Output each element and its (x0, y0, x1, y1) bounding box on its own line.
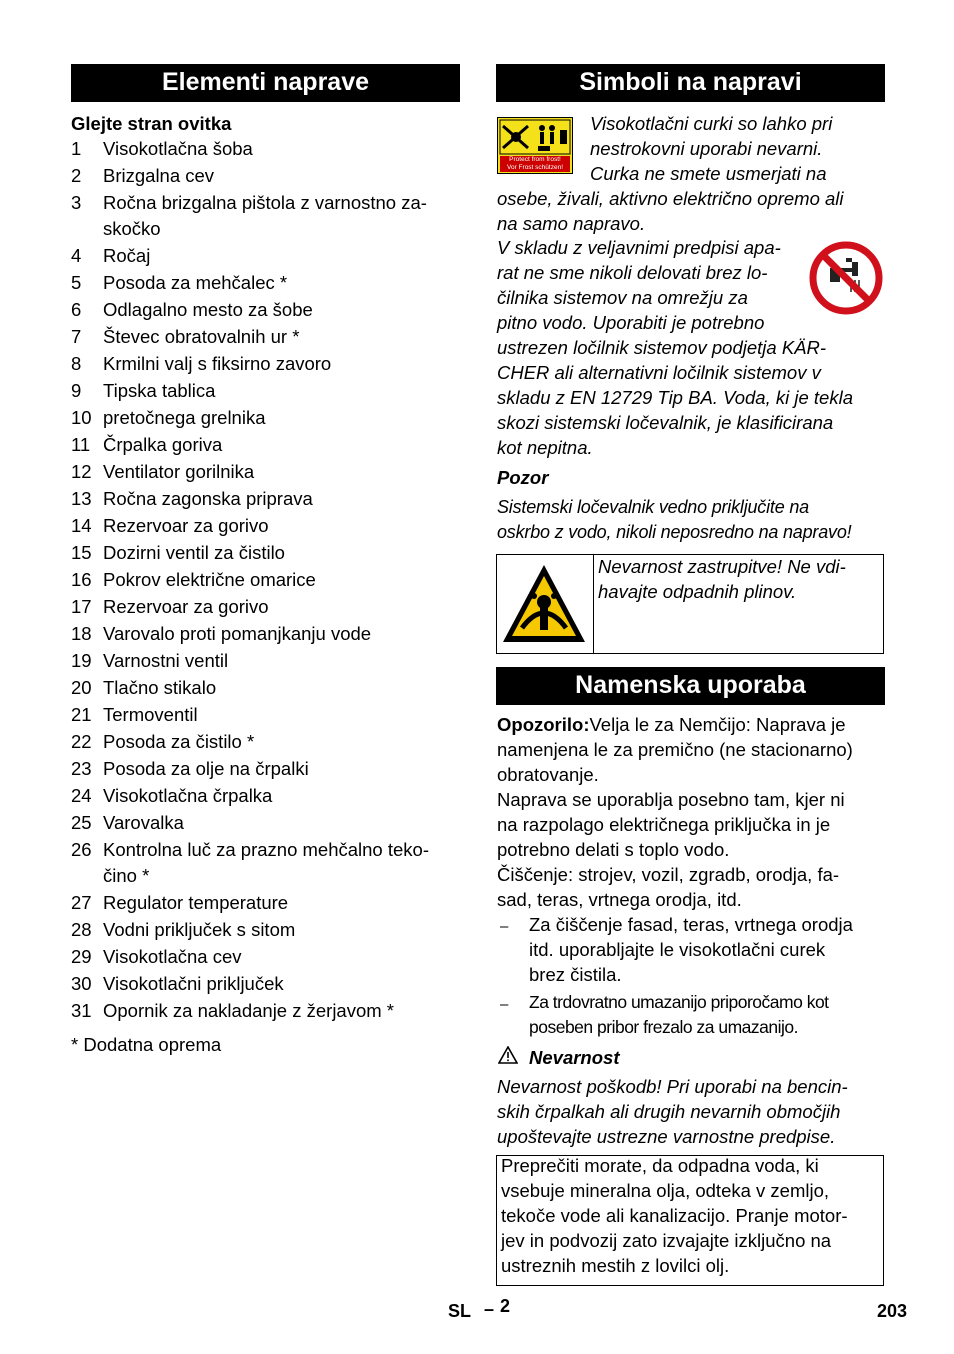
list-item-text: Varnostni ventil (103, 650, 229, 671)
list-item-number: 28 (71, 919, 92, 940)
list-item-text: Tlačno stikalo (103, 677, 217, 698)
bullet2-line: poseben pribor frezalo za umazanijo. (529, 1017, 798, 1037)
note-rest-line: obratovanje. (497, 764, 599, 785)
list-item-number: 26 (71, 839, 92, 860)
note-label: Opozorilo: (497, 714, 590, 735)
poison-text-line: havajte odpadnih plinov. (598, 581, 797, 602)
note-paragraph (497, 712, 846, 737)
note-line1: Velja le za Nemčijo: Naprava je (589, 714, 846, 735)
separator-text-line: V skladu z veljavnimi predpisi apa- (497, 237, 781, 258)
list-item-number: 4 (71, 245, 82, 266)
list-item-number: 17 (71, 596, 92, 617)
bullet-dash-1: – (500, 918, 509, 935)
use-text-line: na razpolago električnega priključka in je (497, 814, 831, 835)
list-item-number: 30 (71, 973, 92, 994)
separator-text-line: rat ne sme nikoli delovati brez lo- (497, 262, 768, 283)
footer-page-small: 2 (500, 1296, 511, 1316)
list-item-number: 31 (71, 1000, 92, 1021)
frost-label-line2: Vor Frost schützen! (507, 164, 563, 171)
box-text-line: Preprečiti morate, da odpadna voda, ki (501, 1155, 819, 1176)
list-item-number: 2 (71, 165, 82, 186)
list-item-text: Visokotlačna cev (103, 946, 242, 967)
list-item-number: 6 (71, 299, 82, 320)
jet-warning-line: na samo napravo. (497, 213, 646, 234)
list-item-text: Varovalo proti pomanjkanju vode (103, 623, 372, 644)
list-item-text: Ročna zagonska priprava (103, 488, 313, 509)
warning-triangle-icon (498, 1046, 518, 1064)
pozor-text-line: oskrbo z vodo, nikoli neposredno na napravo! (497, 522, 852, 542)
list-item-number: 19 (71, 650, 92, 671)
subheading: Glejte stran ovitka (71, 113, 232, 134)
use-text-line: Naprava se uporablja posebno tam, kjer ni (497, 789, 845, 810)
separator-text-line: pitno vodo. Uporabiti je potrebno (497, 312, 765, 333)
bullet-dash-2: – (500, 996, 509, 1013)
box-text-line: tekoče vode ali kanalizacijo. Pranje motor- (501, 1205, 848, 1226)
no-direct-water-connection-icon (808, 240, 884, 316)
note-rest-line: namenjena le za premično (ne stacionarno) (497, 739, 853, 760)
list-item-text: Varovalka (103, 812, 184, 833)
section-heading-intended-use: Namenska uporaba (496, 667, 885, 705)
toxic-fumes-warning-icon (500, 562, 588, 646)
list-item-number: 1 (71, 138, 82, 159)
device-warning-label-icon (497, 117, 573, 174)
pozor-label: Pozor (497, 467, 549, 488)
list-item-number: 22 (71, 731, 92, 752)
list-item-text: Kontrolna luč za prazno mehčalno teko- (103, 839, 429, 860)
list-item-number: 15 (71, 542, 92, 563)
list-item-text: Odlagalno mesto za šobe (103, 299, 313, 320)
list-item-number: 21 (71, 704, 92, 725)
list-item-text: Regulator temperature (103, 892, 289, 913)
list-item-text: Visokotlačni priključek (103, 973, 284, 994)
list-item-text: Rezervoar za gorivo (103, 596, 269, 617)
list-item-number: 27 (71, 892, 92, 913)
poison-box-divider (593, 554, 594, 654)
list-item-text: Visokotlačna črpalka (103, 785, 273, 806)
bullet1-line: Za čiščenje fasad, teras, vrtnega orodja (529, 914, 853, 935)
list-item-text: Ročna brizgalna pištola z varnostno za- (103, 192, 427, 213)
danger-text-line: Nevarnost poškodb! Pri uporabi na bencin- (497, 1076, 848, 1097)
list-item-text: Krmilni valj s fiksirno zavoro (103, 353, 332, 374)
section-heading-elements: Elementi naprave (71, 64, 460, 102)
list-item-number: 7 (71, 326, 82, 347)
jet-warning-line: Curka ne smete usmerjati na (590, 163, 827, 184)
list-item-text: Termoventil (103, 704, 198, 725)
footnote: * Dodatna oprema (71, 1034, 222, 1055)
list-item-number: 5 (71, 272, 82, 293)
poison-text-line: Nevarnost zastrupitve! Ne vdi- (598, 556, 846, 577)
list-item-text: Tipska tablica (103, 380, 216, 401)
list-item-text: čino * (103, 865, 150, 886)
list-item-text: Ročaj (103, 245, 151, 266)
separator-text-line: ustrezen ločilnik sistemov podjetja KÄR- (497, 337, 827, 358)
danger-text-line: upoštevajte ustrezne varnostne predpise. (497, 1126, 836, 1147)
pozor-text-line: Sistemski ločevalnik vedno priključite na (497, 497, 809, 517)
footer-page-number: 203 (877, 1301, 908, 1321)
danger-text-line: skih črpalkah ali drugih nevarnih območjih (497, 1101, 841, 1122)
separator-text-line: CHER ali alternativni ločilnik sistemov v (497, 362, 821, 383)
separator-text-line: kot nepitna. (497, 437, 593, 458)
list-item-text: Dozirni ventil za čistilo (103, 542, 285, 563)
list-item-number: 24 (71, 785, 92, 806)
list-item-text: Črpalka goriva (103, 434, 223, 455)
list-item-number: 11 (71, 434, 91, 455)
list-item-number: 20 (71, 677, 92, 698)
jet-warning-line: osebe, živali, aktivno električno opremo ali (497, 188, 844, 209)
bullet1-line: brez čistila. (529, 964, 622, 985)
use-text-line: Čiščenje: strojev, vozil, zgradb, orodja, fa- (497, 864, 840, 885)
list-item-number: 16 (71, 569, 92, 590)
bullet1-line: itd. uporabljajte le visokotlačni curek (529, 939, 826, 960)
list-item-text: Visokotlačna šoba (103, 138, 253, 159)
use-text-line: potrebno delati s toplo vodo. (497, 839, 730, 860)
list-item-number: 12 (71, 461, 92, 482)
list-item-number: 14 (71, 515, 92, 536)
list-item-text: Pokrov električne omarice (103, 569, 316, 590)
list-item-number: 25 (71, 812, 92, 833)
list-item-text: Posoda za mehčalec * (103, 272, 288, 293)
list-item-number: 23 (71, 758, 92, 779)
footer-language: SL (448, 1301, 472, 1321)
list-item-text: Ventilator gorilnika (103, 461, 255, 482)
list-item-text: Posoda za olje na črpalki (103, 758, 309, 779)
danger-label: Nevarnost (529, 1047, 620, 1068)
list-item-number: 3 (71, 192, 82, 213)
list-item-text: Števec obratovalnih ur * (103, 326, 300, 347)
list-item-text: Rezervoar za gorivo (103, 515, 269, 536)
list-item-text: Posoda za čistilo * (103, 731, 255, 752)
separator-text-line: skladu z EN 12729 Tip BA. Voda, ki je tekla (497, 387, 853, 408)
list-item-text: Vodni priključek s sitom (103, 919, 296, 940)
list-item-text: Brizgalna cev (103, 165, 215, 186)
list-item-text: skočko (103, 218, 161, 239)
use-text-line: sad, teras, vrtnega orodja, itd. (497, 889, 742, 910)
frost-label-line1: Protect from frost! (509, 156, 561, 163)
box-text-line: vsebuje mineralna olja, odteka v zemljo, (501, 1180, 830, 1201)
jet-warning-line: Visokotlačni curki so lahko pri (590, 113, 833, 134)
box-text-line: jev in podvozij zato izvajajte izključno na (501, 1230, 832, 1251)
section-heading-symbols: Simboli na napravi (496, 64, 885, 102)
footer-dash: – (484, 1299, 495, 1319)
box-text-line: ustreznih mestih z lovilci olj. (501, 1255, 730, 1276)
bullet2-line: Za trdovratno umazanijo priporočamo kot (529, 992, 829, 1012)
list-item-number: 8 (71, 353, 82, 374)
jet-warning-line: nestrokovni uporabi nevarni. (590, 138, 823, 159)
list-item-number: 13 (71, 488, 92, 509)
frost-label-strip (500, 156, 570, 172)
list-item-number: 9 (71, 380, 82, 401)
separator-text-line: skozi sistemski ločevalnik, je klasificirana (497, 412, 834, 433)
separator-text-line: čilnika sistemov na omrežju za (497, 287, 748, 308)
list-item-number: 10 (71, 407, 92, 428)
list-item-number: 18 (71, 623, 92, 644)
list-item-text: Opornik za nakladanje z žerjavom * (103, 1000, 395, 1021)
list-item-number: 29 (71, 946, 92, 967)
list-item-text: pretočnega grelnika (103, 407, 266, 428)
